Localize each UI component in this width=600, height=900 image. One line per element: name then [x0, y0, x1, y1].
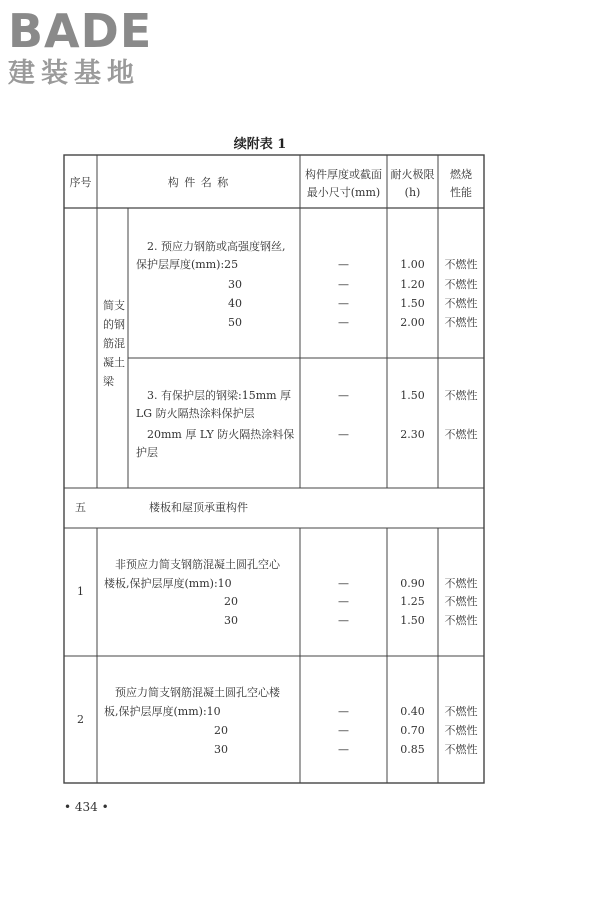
item2-description: 2. 预应力钢筋或高强度钢丝,	[147, 240, 286, 253]
thickness-cell: —	[338, 428, 349, 441]
item3-description: LG 防火隔热涂料保护层	[136, 407, 255, 420]
beam-group-label: 简支	[103, 299, 125, 312]
item2-description: 40	[228, 297, 242, 310]
row2-description: 板,保护层厚度(mm):10	[104, 705, 221, 718]
burning-cell: 不燃性	[444, 614, 478, 627]
fire-limit-cell: 1.00	[400, 258, 425, 271]
thickness-cell: —	[338, 389, 349, 402]
row1-description: 20	[224, 595, 238, 608]
row2-description: 30	[214, 743, 228, 756]
beam-group-label: 梁	[103, 375, 114, 388]
item3-description: 护层	[136, 446, 158, 459]
thickness-cell: —	[338, 595, 349, 608]
thickness-cell: —	[338, 316, 349, 329]
logo-brand-text: BADE	[8, 4, 153, 58]
row1-number: 1	[77, 585, 84, 598]
thickness-cell: —	[338, 278, 349, 291]
fire-limit-cell: 1.50	[400, 614, 425, 627]
header-no: 序号	[69, 176, 92, 189]
item2-description: 保护层厚度(mm):25	[136, 258, 239, 271]
item2-description: 50	[228, 316, 242, 329]
fire-limit-cell: 2.00	[400, 316, 425, 329]
burning-cell: 不燃性	[444, 297, 478, 310]
row2-number: 2	[77, 713, 84, 726]
thickness-cell: —	[338, 614, 349, 627]
burning-cell: 不燃性	[444, 316, 478, 329]
thickness-cell: —	[338, 743, 349, 756]
item2-description: 30	[228, 278, 242, 291]
section-five-title: 楼板和屋顶承重构件	[149, 501, 248, 514]
table-title: 续附表 1	[233, 137, 287, 152]
beam-group-label: 凝土	[103, 356, 125, 369]
beam-group-label: 筋混	[103, 337, 125, 350]
thickness-cell: —	[338, 724, 349, 737]
row1-description: 楼板,保护层厚度(mm):10	[104, 577, 232, 590]
burning-cell: 不燃性	[444, 389, 478, 402]
header-fire-limit-line1: 耐火极限	[390, 168, 435, 181]
fire-limit-cell: 2.30	[400, 428, 425, 441]
fire-limit-cell: 1.20	[400, 278, 425, 291]
row1-description: 30	[224, 614, 238, 627]
fire-limit-cell: 0.70	[400, 724, 425, 737]
burning-cell: 不燃性	[444, 428, 478, 441]
logo-subtitle-text: 建装基地	[8, 58, 140, 89]
row2-description: 预应力简支钢筋混凝土圆孔空心楼	[115, 686, 280, 699]
fire-limit-cell: 1.25	[400, 595, 425, 608]
row2-description: 20	[214, 724, 228, 737]
thickness-cell: —	[338, 705, 349, 718]
fire-limit-cell: 1.50	[400, 297, 425, 310]
header-burning-line2: 性能	[450, 186, 472, 199]
fire-limit-cell: 1.50	[400, 389, 425, 402]
header-component-name: 构 件 名 称	[167, 176, 230, 189]
fire-limit-cell: 0.85	[400, 743, 425, 756]
thickness-cell: —	[338, 258, 349, 271]
beam-group-label: 的钢	[103, 318, 125, 331]
burning-cell: 不燃性	[444, 705, 478, 718]
burning-cell: 不燃性	[444, 278, 478, 291]
row1-description: 非预应力简支钢筋混凝土圆孔空心	[115, 558, 280, 571]
header-thickness-line2: 最小尺寸(mm)	[306, 186, 381, 199]
burning-cell: 不燃性	[444, 743, 478, 756]
item3-description: 20mm 厚 LY 防火隔热涂料保	[147, 428, 295, 441]
section-five-number: 五	[75, 501, 86, 514]
page-number: • 434 •	[64, 800, 109, 814]
burning-cell: 不燃性	[444, 258, 478, 271]
header-burning-line1: 燃烧	[450, 168, 472, 181]
fire-limit-cell: 0.90	[400, 577, 425, 590]
burning-cell: 不燃性	[444, 724, 478, 737]
fire-limit-cell: 0.40	[400, 705, 425, 718]
header-fire-limit-line2: (h)	[404, 186, 421, 199]
burning-cell: 不燃性	[444, 595, 478, 608]
header-thickness-line1: 构件厚度或截面	[305, 168, 382, 181]
item3-description: 3. 有保护层的钢梁:15mm 厚	[147, 389, 292, 402]
thickness-cell: —	[338, 297, 349, 310]
burning-cell: 不燃性	[444, 577, 478, 590]
thickness-cell: —	[338, 577, 349, 590]
